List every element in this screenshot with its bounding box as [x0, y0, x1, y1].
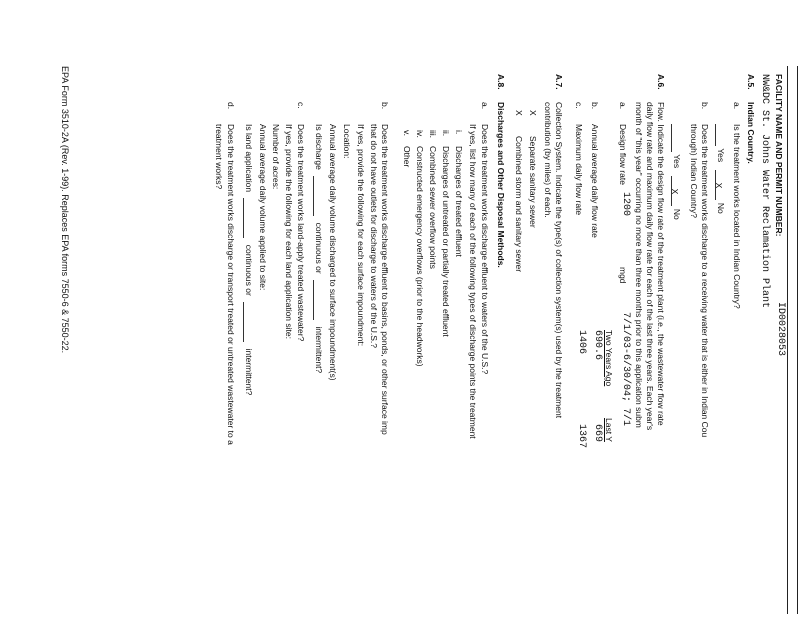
- a8-iii-num: iii.: [428, 130, 438, 139]
- a5-number: A.5.: [746, 74, 756, 90]
- top-border: [797, 66, 798, 614]
- a5-a-yes: Yes: [716, 148, 726, 163]
- a8-c-inter-blank[interactable]: [243, 302, 252, 342]
- a8-b-question-2: that do not have outlets for discharge to waters of the U.S.?: [369, 124, 379, 348]
- a8-b-discharge-row: [313, 124, 324, 373]
- a8-a-label: a.: [480, 102, 490, 110]
- a5-title: Indian Country.: [746, 102, 756, 164]
- form-footer: EPA Form 3510-2A (Rev. 1-99). Replaces EPA forms 7550-6 & 7550-22.: [60, 66, 70, 354]
- a6-b-label: b.: [590, 102, 600, 110]
- design-flow-unit: mgd: [618, 267, 628, 284]
- a8-c-land-row: [243, 124, 254, 395]
- a8-v-text: Other: [402, 146, 412, 168]
- a5-b-no-blank[interactable]: [671, 176, 680, 206]
- a8-c-question: Does the treatment works land-apply treated wastewater?: [296, 124, 306, 342]
- avg-flow-last-year[interactable]: 669: [592, 424, 603, 443]
- a8-d-question: Does the treatment works discharge or transport treated or untreated wastewater to a: [226, 124, 236, 445]
- a8-c-cont-blank[interactable]: [243, 198, 252, 238]
- a8-b-annual: Annual average daily volume discharged to surface impoundment(s): [328, 124, 338, 381]
- a5-b-no: No: [672, 208, 682, 220]
- a8-ii-text: Discharges of untreated or partially treated effluent: [441, 146, 451, 337]
- a8-c-is-land: Is land application: [244, 124, 254, 193]
- avg-flow-two-years[interactable]: 690.6: [592, 330, 603, 361]
- a5-b-answer: [671, 124, 682, 220]
- a5-b-yes: Yes: [672, 154, 682, 169]
- a8-iv-num: iv.: [415, 130, 425, 138]
- facility-name: NW&DC St. Johns Water Reclamation Plant: [759, 74, 770, 309]
- a5-b-label: b.: [700, 102, 710, 110]
- a5-b-yes-blank[interactable]: [671, 124, 680, 152]
- a7-number: A.7.: [554, 74, 564, 90]
- a6-a-label: a.: [618, 102, 628, 110]
- separate-sewer-label: Separate sanitary sewer: [528, 136, 538, 228]
- a5-a-question: Is the treatment works located in Indian Country?: [732, 124, 742, 309]
- a5-a-yes-blank[interactable]: [715, 124, 724, 146]
- separate-sewer-mark[interactable]: X: [528, 110, 538, 116]
- a7-text-1: Collection System. Indicate the type(s) of collection system(s) used by the treatment: [554, 102, 564, 419]
- max-flow-last-year[interactable]: 1367: [576, 424, 587, 449]
- combined-sewer-label: Combined storm and sanitary sewer: [514, 136, 524, 273]
- a5-b-question: Does the treatment works discharge to a receiving water that is either in Indian Cou: [700, 124, 710, 438]
- a6-a-text: Design flow rate: [618, 124, 628, 185]
- a8-b-inter-blank[interactable]: [313, 280, 322, 320]
- a8-iv-text: Constructed emergency overflows (prior to the headworks): [415, 146, 425, 367]
- col-two-years-ago: Two Years Ago: [604, 330, 614, 387]
- combined-sewer-mark[interactable]: X: [514, 110, 524, 116]
- a8-b-intermittent: intermittent?: [314, 326, 324, 374]
- a8-c-continuous: continuous or: [244, 244, 254, 296]
- design-flow-value[interactable]: 1200: [620, 192, 631, 217]
- a8-b-question: Does the treatment works discharge effluent to basins, ponds, or other surface imp: [380, 124, 390, 435]
- permit-number: ID0028053: [775, 302, 786, 357]
- a6-text-1: Flow. Indicate the design flow rate of the treatment plant (i.e., the wastewater flow rate: [656, 102, 666, 426]
- a5-b-mark: X: [670, 188, 681, 195]
- a8-c-label: c.: [296, 102, 306, 109]
- a8-title: Discharges and Other Disposal Methods.: [496, 102, 506, 268]
- a8-b-continuous: continuous or: [314, 222, 324, 274]
- facility-label: FACILITY NAME AND PERMIT NUMBER:: [774, 74, 784, 237]
- a5-a-label: a.: [732, 102, 742, 110]
- max-flow-two-years[interactable]: 1406: [576, 330, 587, 355]
- a6-text-3: month of "this year" occurring no more than three months prior to this application subm: [634, 102, 644, 428]
- reporting-period: 7/1/03-6/30/04; 7/1: [620, 312, 631, 427]
- a8-b-location: Location:: [342, 124, 352, 159]
- a8-c-sub: If yes, provide the following for each land application site:: [284, 124, 294, 339]
- a8-b-is-discharge: Is discharge: [314, 124, 324, 170]
- col-last-year: Last Y: [604, 418, 614, 442]
- a8-number: A.8.: [496, 74, 506, 90]
- a8-i-text: Discharges of treated effluent: [454, 146, 464, 257]
- a7-text-2: contribution (by miles) of each.: [543, 102, 553, 218]
- a5-a-mark: X: [714, 182, 725, 189]
- a8-c-acres: Number of acres:: [271, 124, 281, 190]
- a8-v-num: v.: [402, 130, 412, 136]
- a8-b-cont-blank[interactable]: [313, 176, 322, 216]
- a8-a-question: Does the treatment works discharge effluent to waters of the U.S.?: [480, 124, 490, 375]
- a8-a-sub: If yes, list how many of each of the following types of discharge points the treatment: [468, 124, 478, 439]
- a6-c-label: c.: [574, 102, 584, 109]
- a8-b-label: b.: [380, 102, 390, 110]
- header-border: [787, 66, 788, 614]
- a8-c-intermittent: intermittent?: [244, 348, 254, 396]
- a5-a-no-blank[interactable]: [715, 170, 724, 200]
- a8-ii-num: ii.: [441, 130, 451, 137]
- a5-a-answer: [715, 124, 726, 214]
- a8-b-sub: If yes, provide the following for each surface impoundment:: [356, 124, 366, 347]
- a8-c-annual: Annual average daily volume applied to site:: [258, 124, 268, 291]
- a6-b-text: Annual average daily flow rate: [590, 124, 600, 238]
- a6-c-text: Maximum daily flow rate: [574, 124, 584, 216]
- rotated-page: [60, 62, 800, 618]
- a6-text-2: daily flow rate and maximum daily flow rate for each of the last three years. Each year's: [645, 102, 655, 431]
- a5-b-question-2: through) Indian Country?: [689, 124, 699, 219]
- a6-number: A.6.: [656, 74, 666, 90]
- a8-iii-text: Combined sewer overflow points: [428, 146, 438, 269]
- a5-a-no: No: [716, 202, 726, 214]
- a8-d-question-2: treatment works?: [214, 124, 224, 190]
- a8-i-num: i.: [454, 130, 464, 135]
- a8-d-label: d.: [226, 102, 236, 110]
